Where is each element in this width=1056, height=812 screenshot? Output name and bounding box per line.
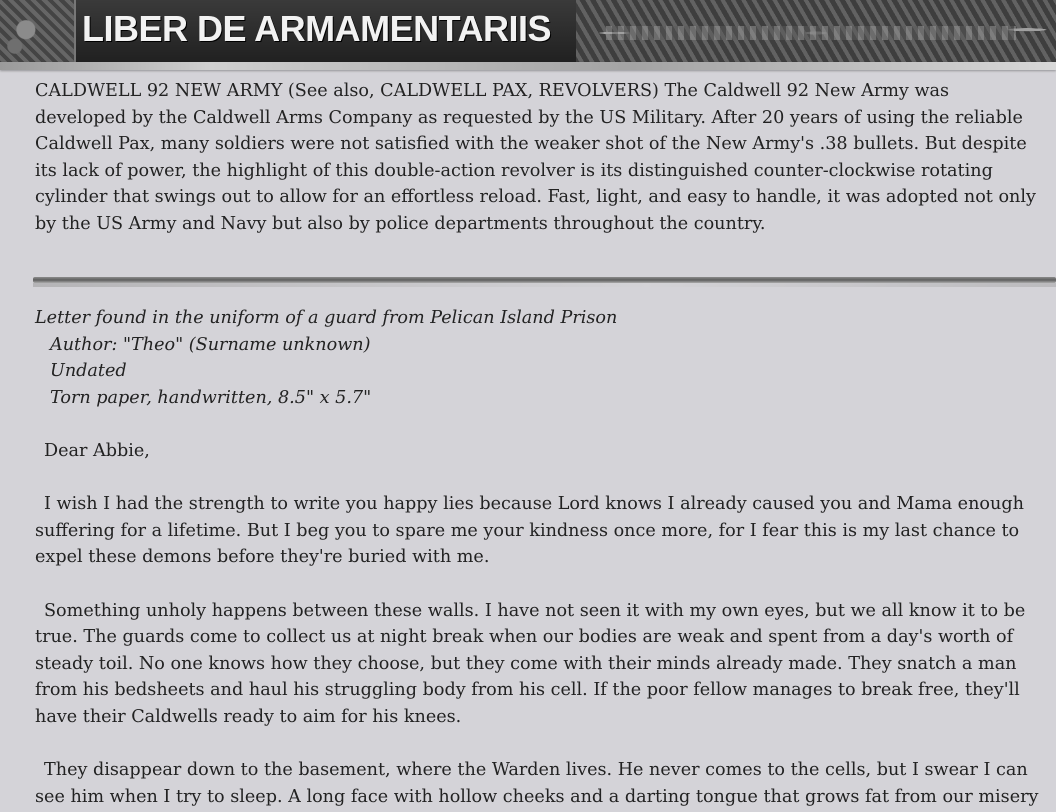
page-title: LIBER DE ARMAMENTARIIS	[82, 8, 551, 49]
letter-date: Undated	[50, 361, 127, 382]
entry-text: CALDWELL 92 NEW ARMY (See also, CALDWELL PAX, REVOLVERS) The Caldwell 92 New Army was developed by the Caldwell Arms Company as requested by the US Military. After 20 years of using the reliable Caldwell Pax, many soldiers were not satisfied with the weaker shot of the New Army's .38 bullets. But despite its lack of power, the highlight of this double-action revolver is its distinguished counter-clockwise rotating cylinder that swings out to allow for an effortless reload. Fast, light, and easy to handle, it was adopted not only by the US Army and Navy but also by police departments throughout the country.	[35, 81, 1036, 234]
letter-author: Author: "Theo" (Surname unknown)	[50, 334, 371, 355]
section-divider	[33, 277, 1056, 283]
header-divider	[0, 62, 1056, 70]
ornament-left-icon	[0, 0, 76, 66]
letter-paragraph: Something unholy happens between these walls. I have not seen it with my own eyes, but we all know it to be true. The guards come to collect us at night break when our bodies are weak and spent from a day's worth of steady toil. No one knows how they choose, but they come with their minds already made. They snatch a man from his bedsheets and haul his struggling body from his cell. If the poor fellow manages to break free, they'll have their Caldwells ready to aim for his knees.	[35, 600, 1026, 727]
letter-salutation: Dear Abbie,	[44, 440, 150, 461]
letter-document	[35, 305, 1045, 810]
weapon-entry	[35, 78, 1045, 238]
letter-material: Torn paper, handwritten, 8.5" x 5.7"	[50, 387, 372, 408]
letter-paragraph: They disappear down to the basement, where the Warden lives. He never comes to the cells, but I swear I can see him when I try to sleep. A long face with hollow cheeks and a darting tongue that grows fat from our misery	[35, 760, 1039, 807]
letter-source: Letter found in the uniform of a guard from Pelican Island Prison	[35, 308, 618, 328]
letter-paragraph: I wish I had the strength to write you happy lies because Lord knows I already caused you and Mama enough suffering for a lifetime. But I beg you to spare me your kindness once more, for I fear this is my last chance to expel these demons before they're buried with me.	[35, 494, 1024, 568]
ornament-right-icon	[576, 0, 1056, 66]
